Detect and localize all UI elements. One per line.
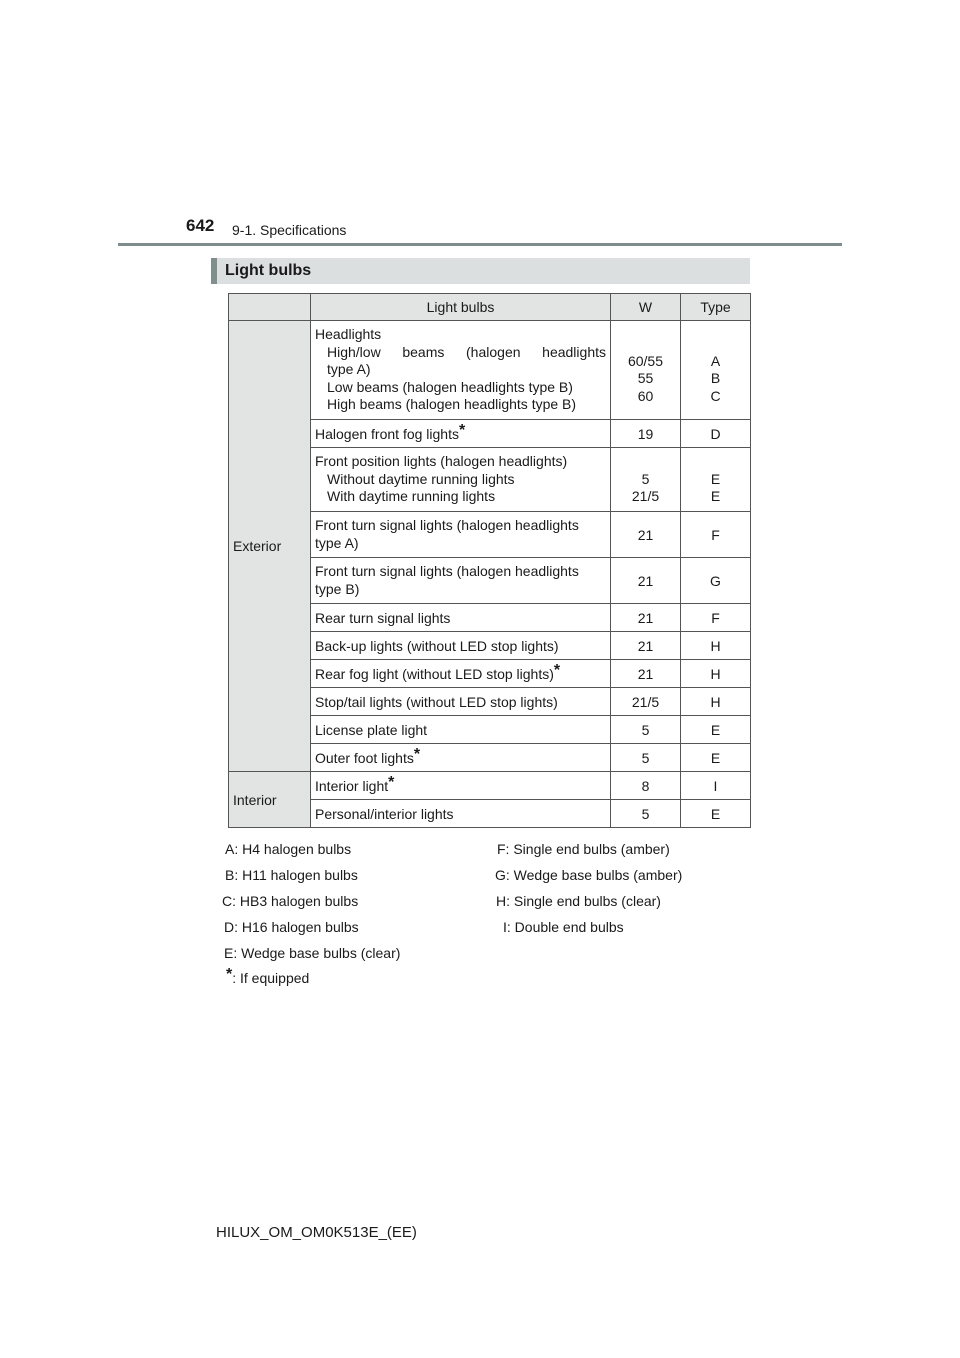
front-turn-b-description: Front turn signal lights (halogen headlights type B)	[311, 558, 611, 604]
column-header-group	[229, 294, 311, 321]
column-header-watts: W	[611, 294, 681, 321]
front-turn-a-description: Front turn signal lights (halogen headlights type A)	[311, 512, 611, 558]
table-header-row	[229, 294, 751, 321]
headlights-watts	[611, 321, 681, 420]
legend-item-a: A: H4 halogen bulbs	[225, 841, 352, 857]
section-title: 9-1. Specifications	[232, 222, 347, 238]
subsection-title: Light bulbs	[225, 262, 312, 279]
stop-tail-label: Stop/tail lights (without LED stop lights)	[311, 688, 611, 716]
outer-foot-type: E	[681, 744, 751, 772]
legend-item-i: I: Double end bulbs	[503, 919, 624, 935]
outer-foot-label: Outer foot lights*	[311, 744, 611, 772]
personal-lights-label: Personal/interior lights	[311, 800, 611, 828]
rear-fog-type: H	[681, 660, 751, 688]
front-turn-b-type: G	[681, 558, 751, 604]
position-lights-type-2: E	[710, 488, 721, 504]
position-lights-types	[681, 448, 751, 512]
position-lights-type-1: E	[710, 470, 721, 487]
position-lights-watts-1: 5	[641, 470, 650, 487]
rear-turn-watts: 21	[611, 604, 681, 632]
headlights-type-2: B	[710, 370, 721, 387]
if-equipped-mark: *	[226, 966, 233, 983]
rear-fog-label: Rear fog light (without LED stop lights)*	[311, 660, 611, 688]
legend-item-e: E: Wedge base bulbs (clear)	[224, 945, 401, 961]
rear-turn-type: F	[681, 604, 751, 632]
if-equipped-mark: *	[458, 421, 466, 439]
headlights-type-1: A	[710, 352, 721, 369]
backup-lights-label: Back-up lights (without LED stop lights)	[311, 632, 611, 660]
legend-item-f: F: Single end bulbs (amber)	[497, 841, 670, 857]
header-divider	[118, 243, 842, 246]
license-plate-watts: 5	[611, 716, 681, 744]
headlights-title: Headlights	[315, 326, 382, 343]
light-bulbs-table	[228, 293, 751, 828]
front-turn-a-type: F	[681, 512, 751, 558]
headlights-type-3: C	[710, 387, 721, 404]
outer-foot-watts: 5	[611, 744, 681, 772]
interior-light-label: Interior light*	[311, 772, 611, 800]
table-row	[229, 772, 751, 800]
headlights-watts-2: 55	[637, 370, 654, 387]
rear-turn-label: Rear turn signal lights	[311, 604, 611, 632]
page-number: 642	[186, 216, 215, 235]
front-turn-a-watts: 21	[611, 512, 681, 558]
backup-lights-watts: 21	[611, 632, 681, 660]
footnote-text: : If equipped	[232, 970, 310, 986]
headlights-watts-1: 60/55	[627, 352, 664, 369]
position-lights-line-1: Without daytime running lights	[327, 470, 515, 487]
fog-lights-watts: 19	[611, 420, 681, 448]
exterior-group-label: Exterior	[229, 321, 311, 772]
legend-item-c: C: HB3 halogen bulbs	[222, 893, 359, 909]
headlights-watts-3: 60	[637, 387, 654, 404]
footnote	[226, 966, 310, 986]
stop-tail-watts: 21/5	[611, 688, 681, 716]
license-plate-label: License plate light	[311, 716, 611, 744]
fog-lights-label: Halogen front fog lights*	[311, 420, 611, 448]
if-equipped-mark: *	[553, 661, 561, 679]
headlights-line-1b: type A)	[327, 361, 371, 378]
position-lights-watts-2: 21/5	[631, 488, 660, 504]
legend-item-h: H: Single end bulbs (clear)	[496, 893, 661, 909]
interior-light-type: I	[681, 772, 751, 800]
personal-lights-watts: 5	[611, 800, 681, 828]
personal-lights-type: E	[681, 800, 751, 828]
license-plate-type: E	[681, 716, 751, 744]
document-code-footer: HILUX_OM_OM0K513E_(EE)	[216, 1224, 417, 1241]
if-equipped-mark: *	[388, 773, 395, 791]
position-lights-description	[311, 448, 611, 512]
backup-lights-type: H	[681, 632, 751, 660]
rear-fog-watts: 21	[611, 660, 681, 688]
if-equipped-mark: *	[413, 745, 421, 763]
front-turn-b-watts: 21	[611, 558, 681, 604]
headlights-line-2: Low beams (halogen headlights type B)	[327, 378, 573, 395]
headlights-line-3: High beams (halogen headlights type B)	[327, 396, 577, 413]
subsection-heading	[211, 258, 750, 284]
legend-item-g: G: Wedge base bulbs (amber)	[495, 867, 683, 883]
interior-group-label: Interior	[229, 772, 311, 828]
fog-lights-type: D	[681, 420, 751, 448]
column-header-light-bulbs: Light bulbs	[311, 294, 611, 321]
stop-tail-type: H	[681, 688, 751, 716]
column-header-type: Type	[681, 294, 751, 321]
headlights-types	[681, 321, 751, 420]
interior-light-watts: 8	[611, 772, 681, 800]
legend-item-d: D: H16 halogen bulbs	[224, 919, 359, 935]
headlights-line-1a: High/low beams (halogen headlights	[327, 343, 606, 360]
headlights-description	[311, 321, 611, 420]
position-lights-title: Front position lights (halogen headlights)	[315, 453, 568, 470]
position-lights-line-2: With daytime running lights	[327, 488, 496, 505]
position-lights-watts	[611, 448, 681, 512]
table-row	[229, 321, 751, 420]
legend-item-b: B: H11 halogen bulbs	[225, 867, 358, 883]
